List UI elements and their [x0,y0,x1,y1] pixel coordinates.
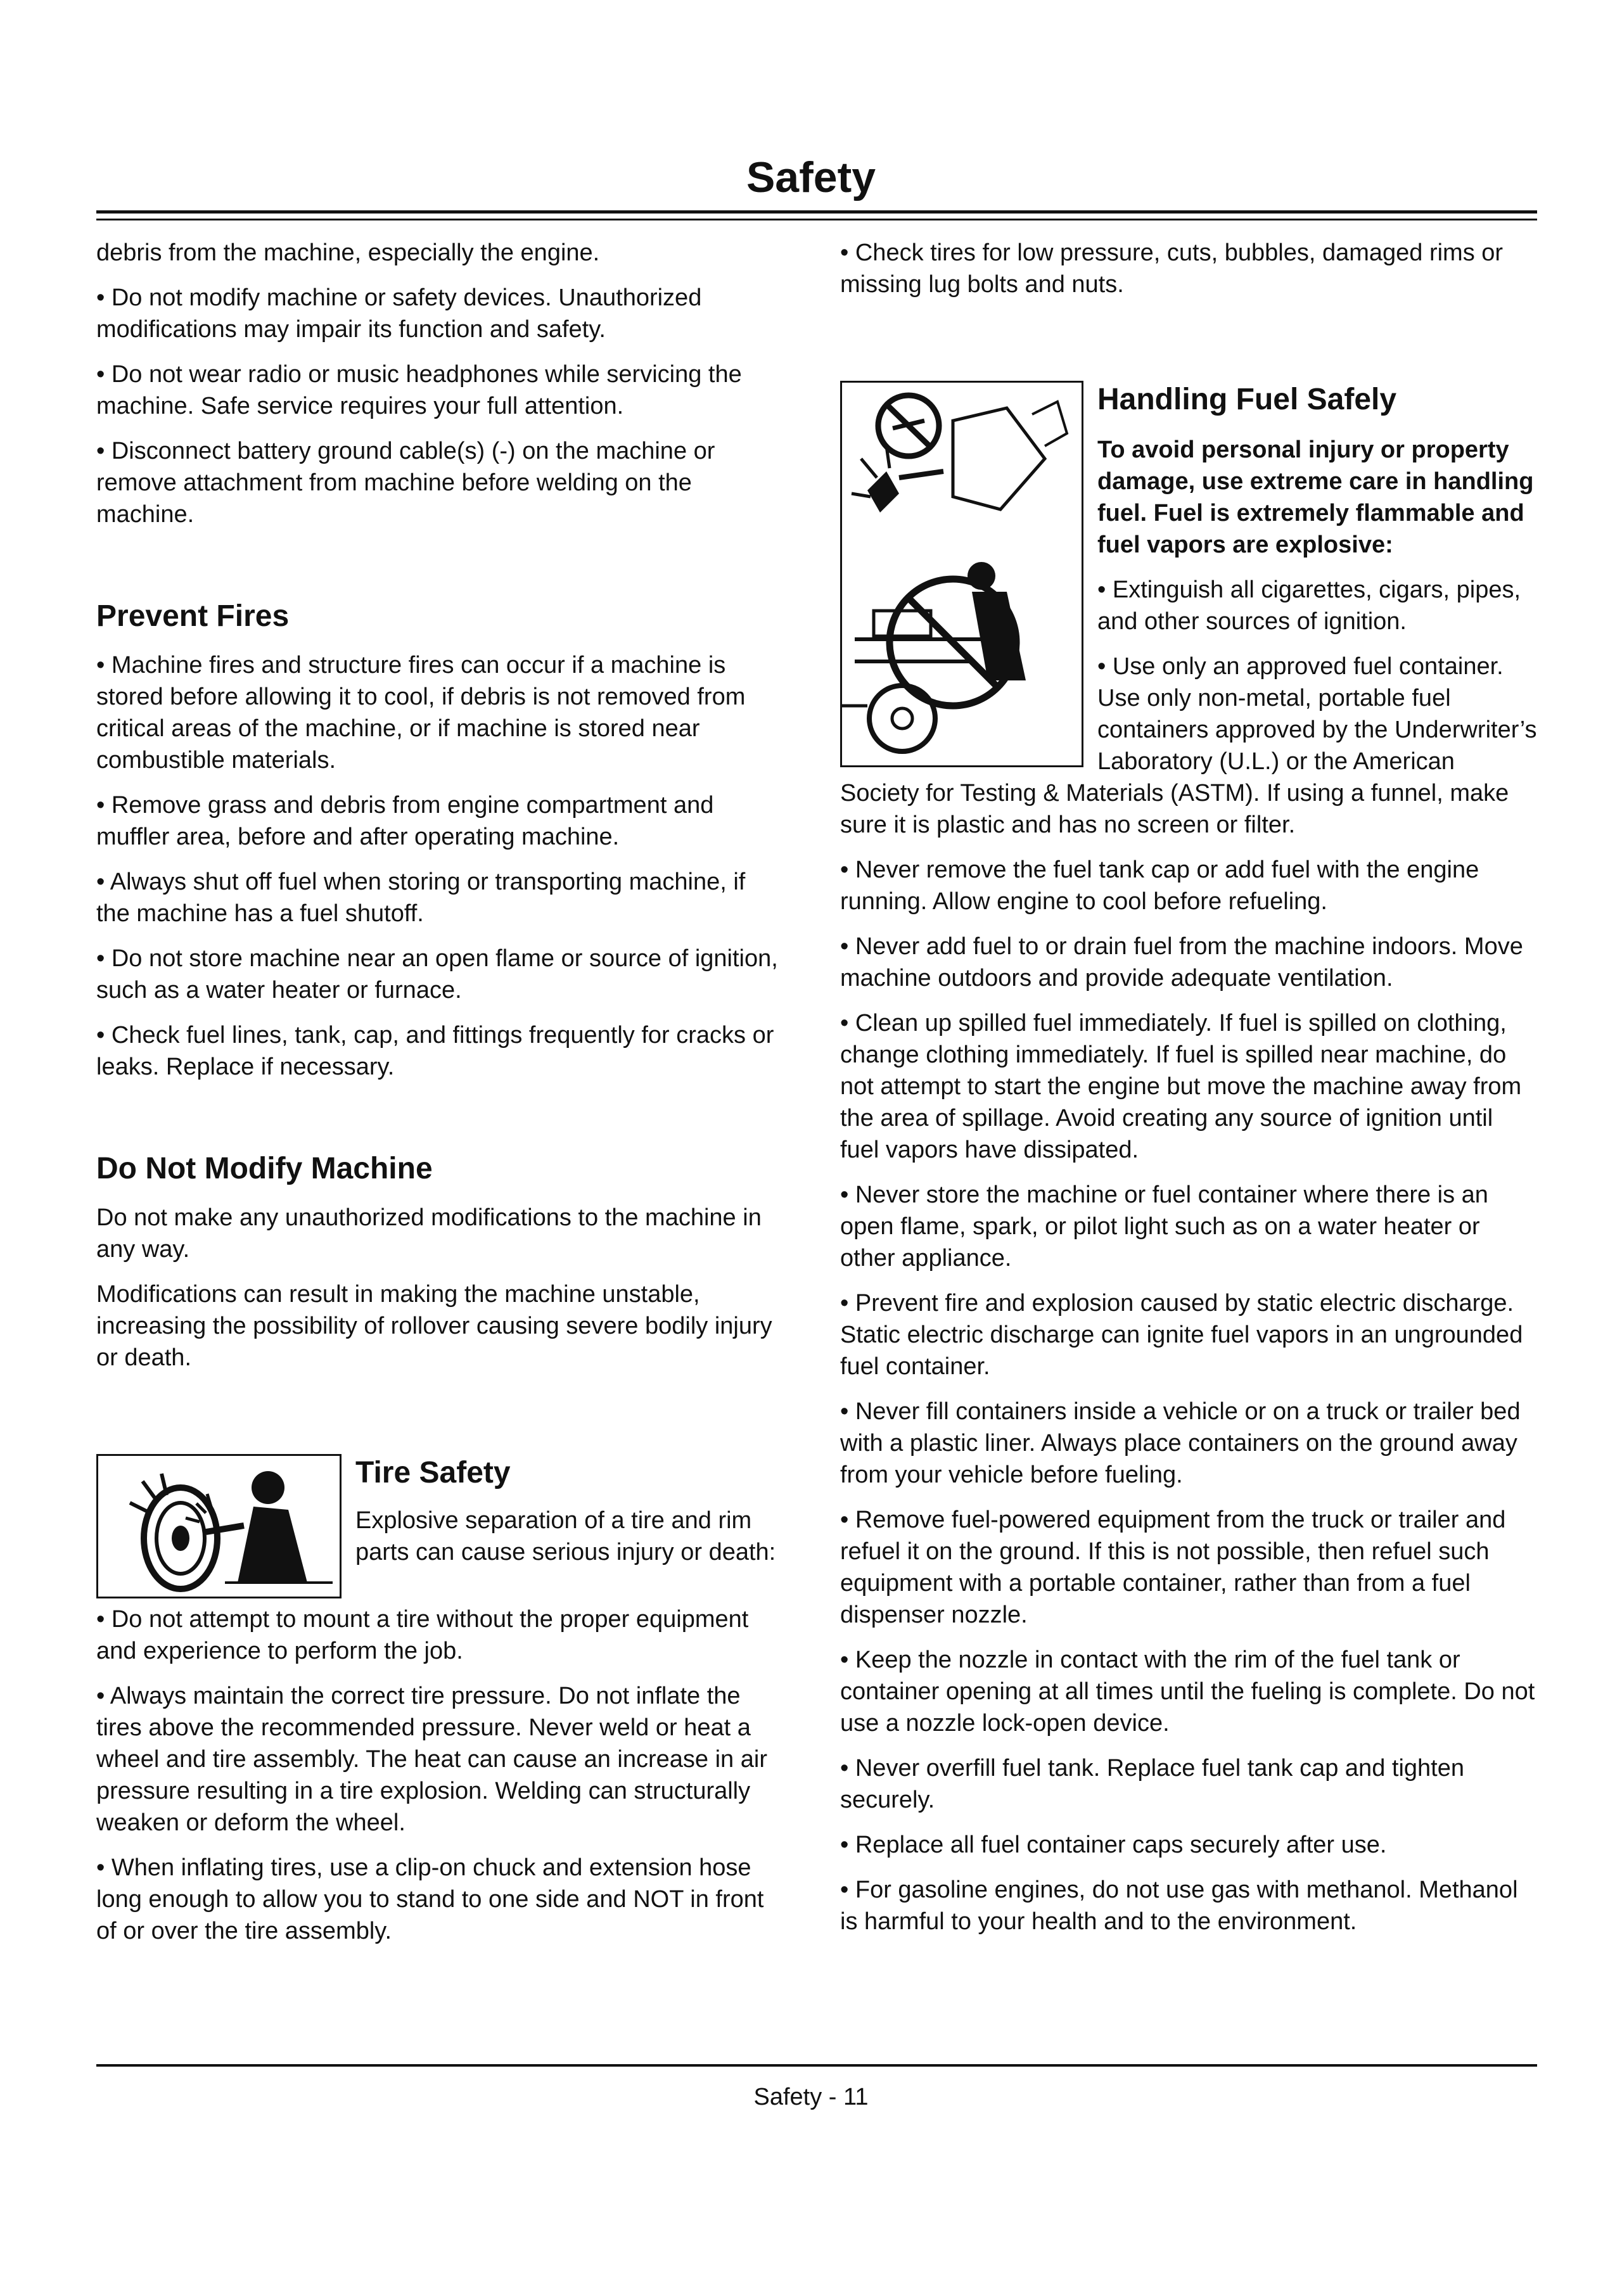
section-heading-handling-fuel: Handling Fuel Safely [1097,383,1397,416]
header-rule [96,210,1537,214]
bullet-item: • Never fill containers inside a vehicle or on a truck or trailer bed with a plastic liner. Always place containers on the ground away from your vehicle before fueling. [840,1398,1521,1488]
bullet-item: • Do not attempt to mount a tire without the proper equipment and experience to perform the job. [96,1606,749,1664]
bullet-item: • Never overfill fuel tank. Replace fuel tank cap and tighten securely. [840,1755,1464,1813]
paragraph: Do not make any unauthorized modifications to the machine in any way. [96,1204,762,1263]
bullet-item: • Never store the machine or fuel container where there is an open flame, spark, or pilot light such as on a water heater or other appliance. [840,1182,1488,1272]
bullet-item: • Check tires for low pressure, cuts, bubbles, damaged rims or missing lug bolts and nuts. [840,239,1504,298]
left-column [96,237,784,1960]
bullet-item: • Do not store machine near an open flame or source of ignition, such as a water heater or furnace. [96,945,778,1004]
tire-explosion-icon [98,1456,340,1597]
bullet-item: • When inflating tires, use a clip-on chuck and extension hose long enough to allow you to stand to one side and NOT in front of or over the tire assembly. [96,1854,764,1944]
bullet-item: • Disconnect battery ground cable(s) (-) on the machine or remove attachment from machine before welding on the machine. [96,438,715,528]
header-rule-thin [96,219,1537,220]
no-smoking-fuel-icon [840,381,1083,767]
section-heading-tire-safety: Tire Safety [355,1456,511,1489]
bullet-item: • Check fuel lines, tank, cap, and fittings frequently for cracks or leaks. Replace if necessary. [96,1022,774,1080]
footer-rule [96,2064,1537,2067]
bullet-item: • Clean up spilled fuel immediately. If fuel is spilled on clothing, change clothing immediately. If fuel is spilled near machine, do not attempt to start the engine but move the machine away from the area of spillage. Avoid creating any source of ignition until fuel vapors have dissipated. [840,1010,1522,1163]
bullet-item: • Extinguish all cigarettes, cigars, pipes, and other sources of ignition. [1097,577,1521,635]
bullet-item: • Do not wear radio or music headphones while servicing the machine. Safe service requires your full attention. [96,361,742,419]
bullet-item: • Never remove the fuel tank cap or add fuel with the engine running. Allow engine to cool before refueling. [840,857,1479,915]
bullet-item: • For gasoline engines, do not use gas with methanol. Methanol is harmful to your health and to the environment. [840,1877,1518,1935]
bullet-item: • Do not modify machine or safety devices. Unauthorized modifications may impair its function and safety. [96,284,702,343]
bullet-item: • Prevent fire and explosion caused by static electric discharge. Static electric discharge can ignite fuel vapors in an ungrounded fuel container. [840,1290,1523,1380]
bullet-item: • Remove fuel-powered equipment from the truck or trailer and refuel it on the ground. If this is not possible, then refuel such equipment with a portable container, rather than from a fuel dispenser nozzle. [840,1507,1506,1628]
bullet-item: • Never add fuel to or drain fuel from the machine indoors. Move machine outdoors and provide adequate ventilation. [840,933,1523,992]
paragraph: debris from the machine, especially the engine. [96,239,600,266]
bullet-item: • Remove grass and debris from engine compartment and muffler area, before and after operating machine. [96,792,714,850]
page-title: Safety [746,153,876,201]
paragraph: Explosive separation of a tire and rim parts can cause serious injury or death: [355,1507,776,1566]
warning-intro: To avoid personal injury or property damage, use extreme care in handling fuel. Fuel is extremely flammable and fuel vapors are explosive: [1097,437,1534,558]
bullet-item: • Keep the nozzle in contact with the rim of the fuel tank or container opening at all times until the fueling is complete. Do not use a nozzle lock-open device. [840,1647,1535,1737]
bullet-item: • Machine fires and structure fires can occur if a machine is stored before allowing it to cool, if debris is not removed from critical areas of the machine, or if machine is stored near combustible materials. [96,652,746,774]
bullet-item: • Always shut off fuel when storing or transporting machine, if the machine has a fuel shutoff. [96,869,746,927]
no-smoking-fuel-icon [842,383,1082,765]
bullet-item: • Use only an approved fuel container. Use only non-metal, portable fuel containers approved by the Underwriter’s Laboratory (U.L.) or the American Society for Testing & Materials (ASTM). If using a funnel, make sure it is plastic and has no screen or filter. [840,653,1537,838]
bullet-item: • Replace all fuel container caps securely after use. [840,1832,1387,1858]
bullet-item: • Always maintain the correct tire pressure. Do not inflate the tires above the recommended pressure. Never weld or heat a wheel and tire assembly. The heat can cause an increase in air pressure resulting in a tire explosion. Welding can structurally weaken or deform the wheel. [96,1683,767,1836]
paragraph: Modifications can result in making the machine unstable, increasing the possibility of rollover causing severe bodily injury or death. [96,1281,772,1371]
tire-explosion-icon [96,1454,342,1598]
page-number: Safety - 11 [753,2084,869,2110]
section-heading-do-not-modify: Do Not Modify Machine [96,1152,433,1185]
right-column [840,237,1537,1951]
section-heading-prevent-fires: Prevent Fires [96,599,290,633]
